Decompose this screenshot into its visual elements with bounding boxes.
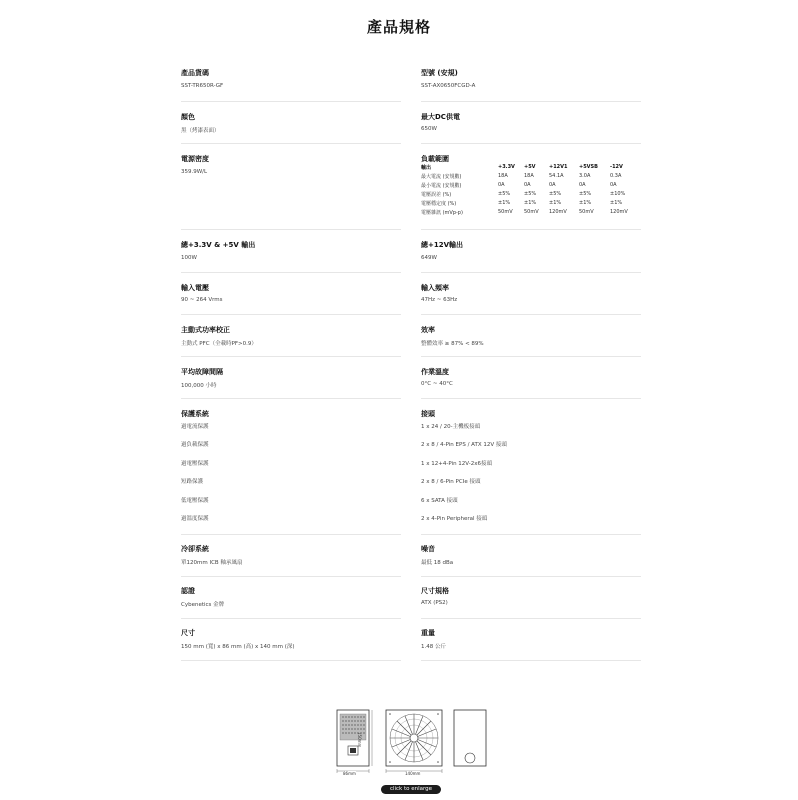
table-cell: 18A	[524, 173, 534, 179]
psu-rear-view	[452, 708, 492, 778]
spec-label: 冷卻系統	[181, 545, 209, 553]
spec-12v-output	[421, 230, 641, 273]
spec-label: 型號 (安規)	[421, 69, 458, 77]
table-header-cell: +5VSB	[579, 164, 598, 170]
spec-label: 電源密度	[181, 155, 209, 163]
spec-max-dc-output	[421, 102, 641, 144]
list-item: 過電流保護	[181, 424, 209, 430]
spec-label: 平均故障間隔	[181, 368, 223, 376]
spec-label: 噪音	[421, 545, 435, 553]
spec-mtbf	[181, 357, 401, 399]
side-width-label: 86mm	[343, 771, 356, 776]
spec-value: 單120mm ICB 軸承風扇	[181, 560, 243, 566]
table-cell: ±1%	[524, 200, 537, 206]
table-cell: ±10%	[610, 191, 626, 197]
spec-value: 整體效率 ≥ 87% < 89%	[421, 341, 484, 347]
table-cell: ±5%	[549, 191, 562, 197]
spec-active-pfc	[181, 315, 401, 357]
spec-label: 保護系統	[181, 410, 209, 418]
list-item: 2 x 8 / 4-Pin EPS / ATX 12V 接頭	[421, 442, 507, 448]
spec-weight	[421, 619, 641, 661]
table-cell: ±1%	[498, 200, 511, 206]
spec-input-voltage	[181, 273, 401, 315]
list-item: 過負載保護	[181, 442, 209, 448]
spec-label: 最大DC供電	[421, 113, 460, 121]
spec-value: Cybenetics 金牌	[181, 602, 225, 608]
spec-label: 負載範圍	[421, 155, 449, 163]
spec-value: 0°C ~ 40°C	[421, 381, 453, 387]
table-cell: 0.3A	[610, 173, 622, 179]
list-item: 過溫度保護	[181, 516, 209, 522]
table-cell: 50mV	[524, 209, 539, 215]
table-cell: ±5%	[524, 191, 537, 197]
list-item: 過電壓保護	[181, 461, 209, 467]
list-item: 短路保護	[181, 479, 204, 485]
list-item: 2 x 8 / 6-Pin PCIe 接頭	[421, 479, 481, 485]
spec-label: 總+3.3V & +5V 輸出	[181, 241, 256, 249]
spec-value: 650W	[421, 126, 437, 132]
table-cell: 最小電流 (安規數)	[421, 183, 462, 189]
spec-efficiency	[421, 315, 641, 357]
spec-input-frequency	[421, 273, 641, 315]
spec-dimensions	[181, 619, 401, 661]
table-header-cell: +5V	[524, 164, 536, 170]
spec-cooling	[181, 535, 401, 577]
spec-value: 359.9W/L	[181, 169, 208, 175]
table-cell: ±5%	[498, 191, 511, 197]
table-row	[421, 200, 641, 208]
table-cell: 最大電流 (安規數)	[421, 174, 462, 180]
table-cell: ±5%	[579, 191, 592, 197]
page-title: 產品規格	[366, 18, 431, 36]
table-cell: ±1%	[610, 200, 623, 206]
spec-value: ATX (PS2)	[421, 600, 448, 606]
spec-value: 649W	[421, 255, 437, 261]
spec-certification	[181, 577, 401, 619]
table-header-cell: 輸出	[421, 165, 432, 171]
spec-color	[181, 102, 401, 144]
table-cell: 0A	[610, 182, 617, 188]
spec-value: 100W	[181, 255, 197, 261]
spec-protection	[181, 399, 401, 535]
spec-value: 47Hz ~ 63Hz	[421, 297, 458, 303]
spec-label: 尺寸規格	[421, 587, 449, 595]
list-item: 低電壓保護	[181, 498, 209, 504]
table-cell: 0A	[524, 182, 531, 188]
spec-value: 最低 18 dBa	[421, 560, 454, 566]
table-cell: 120mV	[549, 209, 567, 215]
table-header-cell: +3.3V	[498, 164, 515, 170]
spec-label: 尺寸	[181, 629, 195, 637]
table-cell: 18A	[498, 173, 508, 179]
spec-3v3-5v-output	[181, 230, 401, 273]
table-row	[421, 191, 641, 199]
table-cell: 50mV	[498, 209, 513, 215]
spec-label: 作業溫度	[421, 368, 449, 376]
psu-side-view	[335, 708, 375, 778]
table-header-cell: +12V1	[549, 164, 568, 170]
spec-form-factor	[421, 577, 641, 619]
spec-model-safety	[421, 58, 641, 102]
dimension-diagrams[interactable]	[0, 708, 798, 778]
spec-noise	[421, 535, 641, 577]
table-cell: ±1%	[579, 200, 592, 206]
list-item: 1 x 24 / 20-主機板接頭	[421, 424, 481, 430]
list-item: 6 x SATA 接頭	[421, 498, 458, 504]
spec-label: 主動式功率校正	[181, 326, 230, 334]
spec-power-density	[181, 144, 401, 230]
spec-value: 90 ~ 264 Vrms	[181, 297, 223, 303]
depth-label: 140mm	[405, 771, 421, 776]
table-cell: 50mV	[579, 209, 594, 215]
table-row	[421, 209, 641, 217]
list-item: 2 x 4-Pin Peripheral 接頭	[421, 516, 488, 522]
spec-label: 效率	[421, 326, 435, 334]
height-label: 150mm	[357, 732, 362, 748]
table-cell: 0A	[498, 182, 505, 188]
spec-label: 顏色	[181, 113, 195, 121]
spec-value: 1.48 公斤	[421, 644, 446, 650]
table-cell: 3.0A	[579, 173, 591, 179]
spec-label: 輸入頻率	[421, 284, 449, 292]
spec-label: 輸入電壓	[181, 284, 209, 292]
table-cell: 0A	[549, 182, 556, 188]
spec-label: 認證	[181, 587, 195, 595]
spec-label: 重量	[421, 629, 435, 637]
spec-value: 150 mm (寬) x 86 mm (高) x 140 mm (深)	[181, 644, 295, 650]
table-row	[421, 173, 641, 181]
table-cell: ±1%	[549, 200, 562, 206]
table-header-row	[421, 164, 641, 172]
spec-value: 100,000 小時	[181, 383, 217, 389]
spec-label: 總+12V輸出	[421, 241, 464, 249]
spec-product-code	[181, 58, 401, 102]
table-cell: 0A	[579, 182, 586, 188]
table-cell: 120mV	[610, 209, 628, 215]
spec-value: 主動式 PFC（全載時PF>0.9）	[181, 341, 257, 347]
table-row	[421, 182, 641, 190]
table-cell: 電壓誤差 (%)	[421, 192, 452, 198]
click-to-enlarge-button[interactable]: click to enlarge	[381, 785, 441, 794]
table-cell: 電壓雜訊 (mVp-p)	[421, 210, 463, 216]
table-cell: 54.1A	[549, 173, 564, 179]
spec-value: SST-TR650R-GF	[181, 83, 224, 89]
list-item: 1 x 12+4-Pin 12V-2x6接頭	[421, 461, 492, 467]
psu-top-view	[384, 708, 446, 778]
spec-label: 產品貨碼	[181, 69, 209, 77]
spec-operating-temp	[421, 357, 641, 399]
spec-connectors	[421, 399, 641, 535]
spec-value: SST-AX0650FCGD-A	[421, 83, 476, 89]
table-header-cell: -12V	[610, 164, 623, 170]
spec-value: 黑（烤漆表面）	[181, 128, 220, 134]
table-cell: 電壓穩定度 (%)	[421, 201, 457, 207]
spec-label: 接頭	[421, 410, 435, 418]
